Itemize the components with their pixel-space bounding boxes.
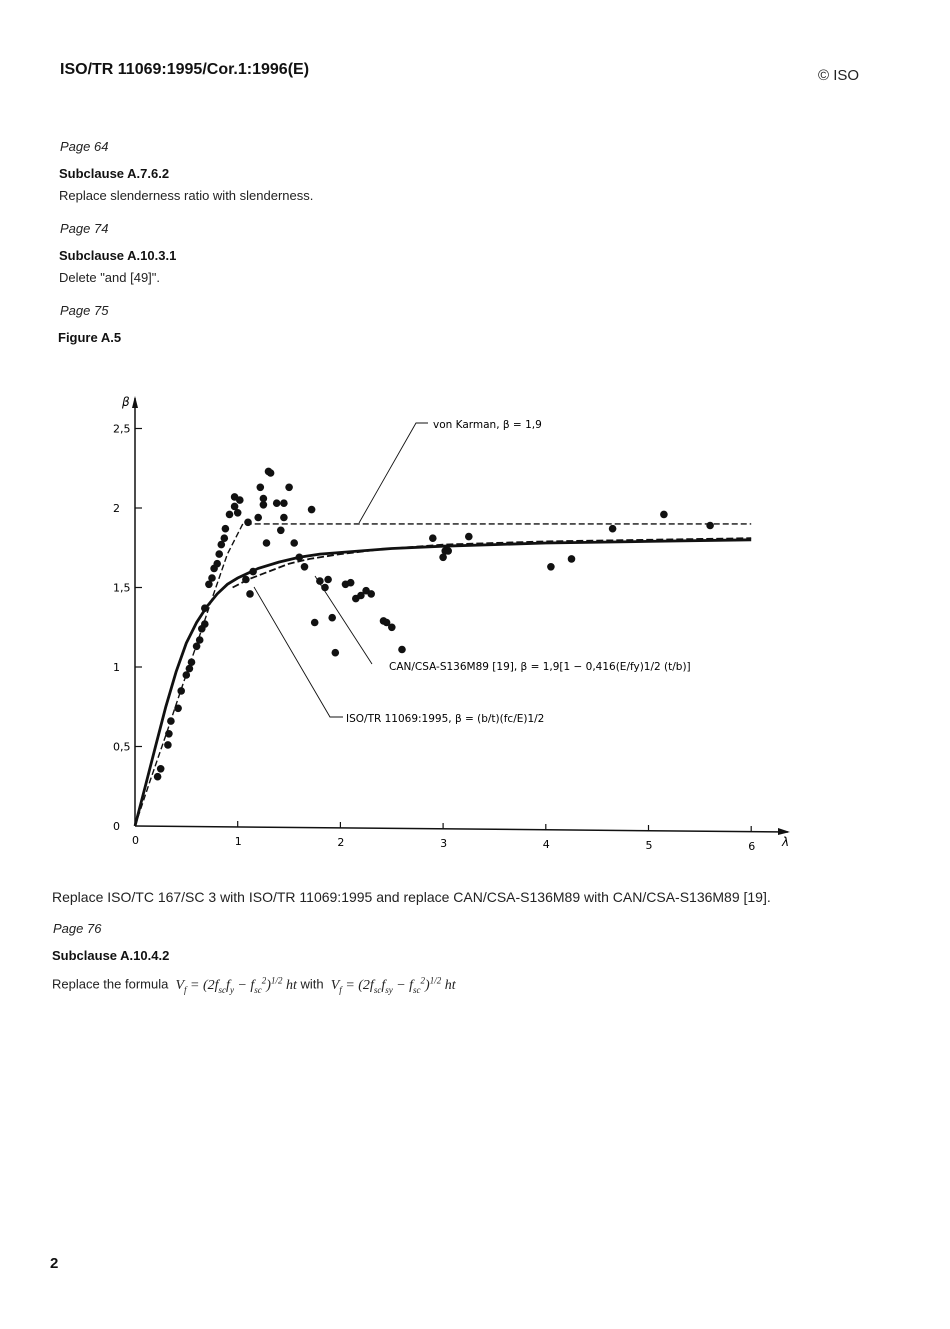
can-csa-annotation: CAN/CSA-S136M89 [19], β = 1,9[1 − 0,416(E/fy)1/2 (t/b)] — [389, 661, 691, 673]
data-point — [257, 484, 265, 492]
data-point — [273, 499, 281, 507]
x-axis-arrow — [778, 828, 790, 835]
data-point — [201, 620, 209, 628]
x-tick-label: 5 — [645, 839, 653, 852]
figure-a5-chart — [0, 380, 950, 860]
data-point — [154, 773, 162, 781]
subclause-a1042: Subclause A.10.4.2 — [52, 948, 170, 963]
chart-axes — [113, 396, 790, 853]
page-number: 2 — [50, 1255, 59, 1272]
formula-prefix: Replace the formula — [52, 976, 169, 992]
subclause-a1031: Subclause A.10.3.1 — [59, 248, 177, 263]
data-point — [246, 590, 254, 598]
page-ref-64: Page 64 — [60, 139, 109, 154]
iso-tr-annotation: ISO/TR 11069:1995, β = (b/t)(fc/E)1/2 — [346, 713, 545, 725]
y-tick-label: 1 — [113, 661, 120, 674]
data-point — [609, 525, 617, 533]
data-point — [174, 705, 182, 713]
data-point — [244, 519, 252, 527]
data-point — [301, 563, 309, 571]
chart-points — [154, 468, 714, 781]
data-point — [165, 730, 173, 738]
correction-text-a1031: Delete "and [49]". — [59, 270, 161, 285]
y-tick-label: 2,5 — [113, 422, 131, 436]
data-point — [290, 539, 298, 547]
figure-correction-text: Replace ISO/TC 167/SC 3 with ISO/TR 11069:1995 and replace CAN/CSA-S136M89 with CAN/CSA-S136M89 [19]. — [52, 889, 771, 905]
data-point — [328, 614, 336, 622]
von-karman-curve — [135, 524, 751, 826]
data-point — [188, 658, 196, 666]
data-point — [660, 511, 668, 519]
data-point — [177, 687, 185, 695]
data-point — [260, 495, 268, 503]
data-point — [196, 636, 204, 644]
y-tick-label: 2 — [113, 502, 120, 515]
von-karman-leader — [359, 423, 428, 523]
data-point — [465, 533, 473, 541]
data-point — [157, 765, 165, 773]
y-tick-label: 0,5 — [113, 740, 131, 754]
correction-text-a762: Replace slenderness ratio with slenderness. — [59, 188, 314, 203]
data-point — [311, 619, 319, 627]
figure-a5-label: Figure A.5 — [58, 330, 122, 345]
data-point — [249, 568, 257, 576]
data-point — [332, 649, 340, 657]
x-tick-label: 0 — [132, 834, 139, 847]
chart-series — [135, 524, 751, 826]
iso-tr-leader — [254, 587, 343, 717]
y-axis-arrow — [132, 396, 138, 408]
data-point — [308, 506, 316, 514]
data-point — [267, 469, 275, 477]
data-point — [222, 525, 230, 533]
y-axis-label: β — [122, 395, 130, 409]
y-tick-label: 0 — [113, 820, 120, 833]
data-point — [277, 527, 285, 535]
data-point — [167, 717, 175, 725]
x-tick-label: 6 — [748, 840, 756, 853]
data-point — [398, 646, 406, 654]
data-point — [242, 576, 250, 584]
x-tick-label: 3 — [440, 837, 448, 850]
data-point — [285, 484, 293, 492]
data-point — [263, 539, 271, 547]
document-id: ISO/TR 11069:1995/Cor.1:1996(E) — [60, 61, 310, 78]
page-ref-76: Page 76 — [53, 921, 102, 936]
y-tick-label: 1,5 — [113, 581, 131, 595]
data-point — [254, 514, 262, 522]
data-point — [208, 574, 216, 582]
data-point — [236, 496, 244, 504]
data-point — [324, 576, 332, 584]
data-point — [215, 550, 223, 558]
data-point — [221, 534, 229, 542]
new-formula: $V_f = (2f_{sc}f_{sy} - f_{sc}^2)^{1/2}$ ht — [327, 975, 456, 995]
data-point — [347, 579, 355, 587]
copyright-notice: © ISO — [818, 67, 860, 84]
data-point — [280, 514, 288, 522]
iso-tr-curve — [135, 540, 751, 826]
x-tick-label: 2 — [337, 836, 345, 849]
data-point — [280, 499, 288, 507]
formula-replacement — [52, 975, 456, 994]
data-point — [706, 522, 714, 530]
data-point — [213, 560, 221, 568]
page-ref-74: Page 74 — [60, 221, 109, 236]
data-point — [296, 554, 304, 562]
data-point — [429, 534, 437, 542]
data-point — [367, 590, 375, 598]
data-point — [164, 741, 172, 749]
von-karman-annotation: von Karman, β = 1,9 — [433, 419, 542, 431]
formula-with: with — [300, 976, 324, 992]
x-tick-label: 1 — [234, 835, 242, 848]
data-point — [226, 511, 234, 519]
data-point — [568, 555, 576, 563]
data-point — [444, 547, 452, 555]
old-formula: $V_f = (2f_{sc}f_y - f_{sc}^2)^{1/2}$ ht — [171, 975, 297, 995]
data-point — [234, 509, 242, 517]
data-point — [388, 624, 396, 632]
data-point — [547, 563, 555, 571]
data-point — [201, 604, 209, 612]
x-axis-line — [135, 826, 788, 832]
page-ref-75: Page 75 — [60, 303, 109, 318]
subclause-a762: Subclause A.7.6.2 — [59, 166, 170, 181]
x-tick-label: 4 — [542, 838, 550, 851]
x-axis-label: λ — [782, 835, 790, 849]
